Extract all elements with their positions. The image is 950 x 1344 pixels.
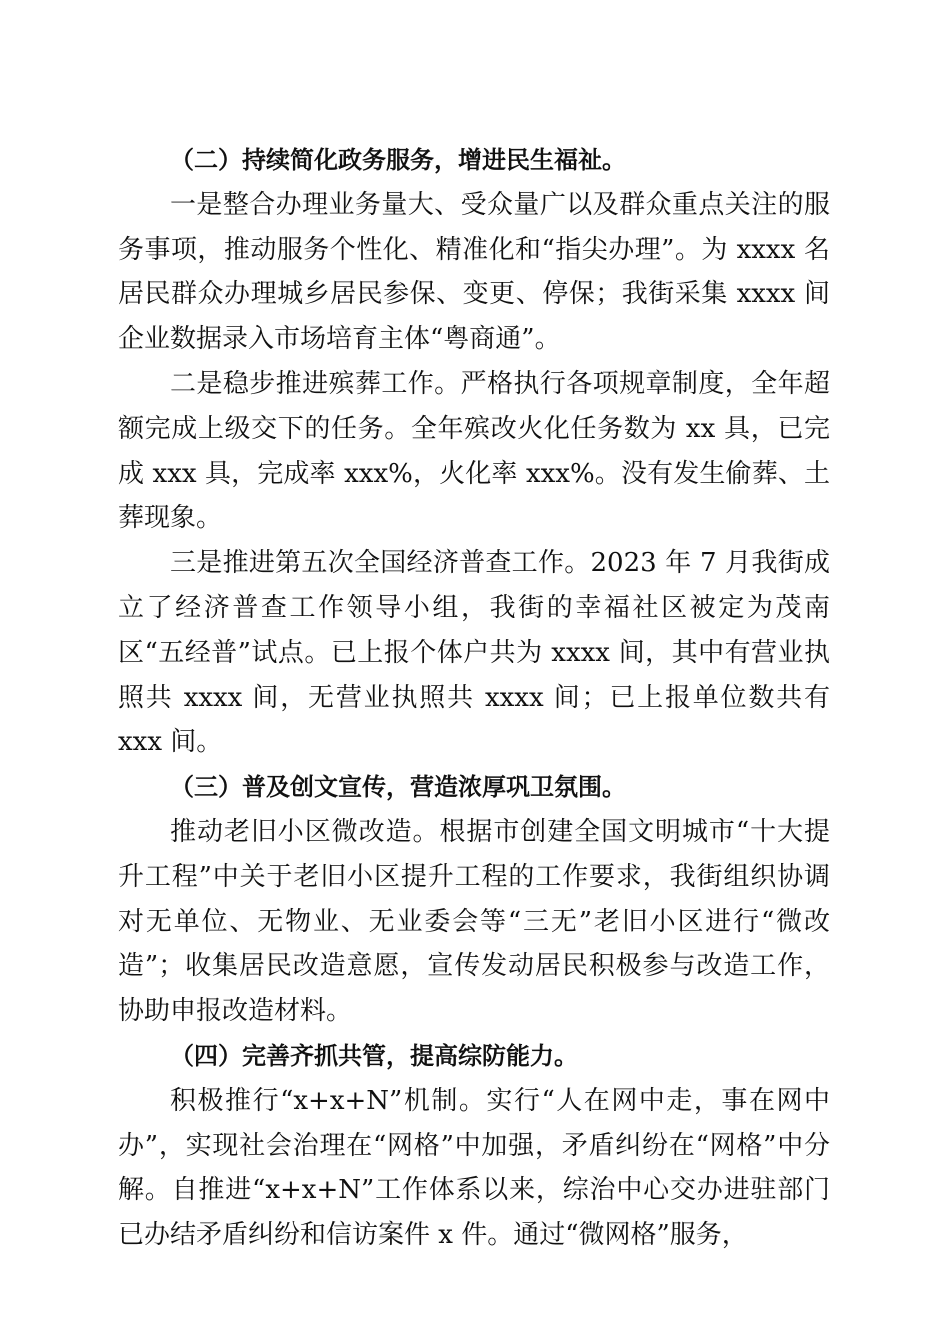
section-heading-3: （三）普及创文宣传，营造浓厚巩卫氛围。 [170, 773, 626, 802]
paragraph-service-integration: 一是整合办理业务量大、受众量广以及群众重点关注的服务事项，推动服务个性化、精准化和“指尖办理”。为 xxxx 名居民群众办理城乡居民参保、变更、停保；我街采集 xxxx 间企业数据录入市场培育主体“粤商通”。 [118, 189, 830, 355]
section-heading-4: （四）完善齐抓共管，提高综防能力。 [170, 1041, 578, 1070]
paragraph-grid-mechanism: 积极推行“x+x+N”机制。实行“人在网中走，事在网中办”，实现社会治理在“网格”中加强，矛盾纠纷在“网格”中分解。自推进“x+x+N”工作体系以来，综治中心交办进驻部门已办结矛盾纠纷和信访案件 x 件。通过“微网格”服务， [118, 1085, 830, 1251]
document-body [118, 138, 830, 1258]
paragraph-old-community-renovation: 推动老旧小区微改造。根据市创建全国文明城市“十大提升工程”中关于老旧小区提升工程的工作要求，我街组织协调对无单位、无物业、无业委会等“三无”老旧小区进行“微改造”；收集居民改造意愿，宣传发动居民积极参与改造工作，协助申报改造材料。 [118, 816, 830, 1027]
section-heading-2: （二）持续简化政务服务，增进民生福祉。 [170, 146, 626, 174]
paragraph-economic-census: 三是推进第五次全国经济普查工作。2023 年 7 月我街成立了经济普查工作领导小组，我街的幸福社区被定为茂南区“五经普”试点。已上报个体户共为 xxxx 间，其中有营业执照共 xxxx 间，无营业执照共 xxxx 间；已上报单位数共有 xxx 间。 [118, 548, 830, 758]
paragraph-funeral-work: 二是稳步推进殡葬工作。严格执行各项规章制度，全年超额完成上级交下的任务。全年殡改火化任务数为 xx 具，已完成 xxx 具，完成率 xxx%，火化率 xxx%。没有发生偷葬、土葬现象。 [118, 368, 830, 534]
